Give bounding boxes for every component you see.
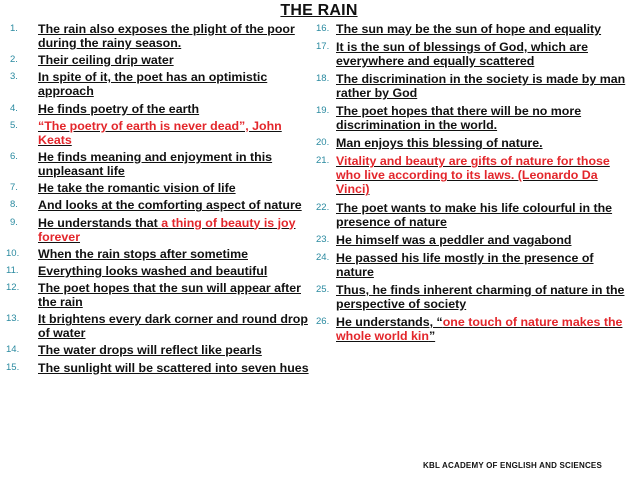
item-text <box>38 102 310 116</box>
item-text <box>336 104 634 132</box>
list-item <box>6 198 310 212</box>
item-text-part: He himself was a peddler and vagabond <box>336 232 572 247</box>
item-text <box>336 283 634 311</box>
item-text-part: Everything looks washed and beautiful <box>38 263 268 278</box>
item-text-part: Thus, he finds inherent charming of nature in the perspective of society <box>336 282 625 311</box>
item-text <box>38 22 310 50</box>
item-number: 20. <box>316 137 330 149</box>
list-item <box>6 150 310 178</box>
item-text-part: The sun may be the sun of hope and equality <box>336 22 602 36</box>
item-text <box>336 136 634 150</box>
item-text <box>38 343 310 357</box>
item-number: 24. <box>316 251 330 263</box>
list-item <box>316 201 634 229</box>
item-number: 6. <box>10 150 18 162</box>
list-item <box>316 251 634 279</box>
item-number: 4. <box>10 102 18 114</box>
item-text <box>336 22 634 36</box>
list-item <box>6 247 310 261</box>
item-text <box>38 312 310 340</box>
item-text-part: The poet wants to make his life colourful in the presence of nature <box>336 200 613 229</box>
item-text <box>336 201 634 229</box>
item-text <box>38 247 310 261</box>
list-item <box>6 102 310 116</box>
item-text-part: He take the romantic vision of life <box>38 181 236 196</box>
list-item <box>316 315 634 343</box>
item-text-part: In spite of it, the poet has an optimistic approach <box>38 70 268 99</box>
item-text <box>38 119 310 147</box>
item-number: 21. <box>316 155 330 167</box>
item-text <box>38 181 310 195</box>
list-item <box>316 233 634 247</box>
item-number: 25. <box>316 283 330 295</box>
item-text <box>336 315 634 343</box>
list-item <box>6 343 310 357</box>
list-item <box>6 361 310 375</box>
item-number: 5. <box>10 119 18 131</box>
quote-highlight: Vitality and beauty are gifts of nature for those who live according to its laws. (Leonardo Da Vinci) <box>336 154 610 197</box>
item-number: 10. <box>6 247 20 259</box>
item-text-part: The rain also exposes the plight of the poor during the rainy season. <box>38 22 295 50</box>
item-text-part: The discrimination in the society is made by man rather by God <box>336 72 626 101</box>
item-number: 26. <box>316 315 330 327</box>
item-number: 11. <box>6 264 19 276</box>
item-text-part: Their ceiling drip water <box>38 53 174 68</box>
list-item <box>6 181 310 195</box>
item-text <box>336 72 634 100</box>
item-text-part: He finds meaning and enjoyment in this unpleasant life <box>38 149 273 178</box>
list-item <box>6 312 310 340</box>
item-number: 18. <box>316 73 330 85</box>
list-item <box>316 22 634 36</box>
list-item <box>6 281 310 309</box>
item-number: 14. <box>6 344 20 356</box>
item-number: 3. <box>10 71 18 83</box>
item-text-part: He understands, “ <box>336 314 443 329</box>
item-text-part: The sunlight will be scattered into seven hues <box>38 360 309 375</box>
item-text-part: It brightens every dark corner and round drop of water <box>38 312 308 341</box>
item-number: 7. <box>10 182 18 194</box>
list-item <box>6 119 310 147</box>
list-item <box>316 136 634 150</box>
item-text-part: ” <box>428 328 436 343</box>
item-number: 12. <box>6 282 20 294</box>
item-text-part: And looks at the comforting aspect of nature <box>38 198 302 213</box>
item-text <box>336 154 634 196</box>
item-number: 19. <box>316 105 330 117</box>
list-item <box>316 283 634 311</box>
item-text-part: He understands that <box>38 215 162 230</box>
item-text-part: It is the sun of blessings of God, which are everywhere and equally scattered <box>336 40 588 69</box>
item-text <box>38 264 310 278</box>
list-item <box>6 53 310 67</box>
item-text <box>38 361 310 375</box>
list-item <box>6 22 310 50</box>
list-item <box>316 72 634 100</box>
item-text-part: The water drops will reflect like pearls <box>38 343 262 358</box>
item-text-part: He finds poetry of the earth <box>38 101 200 116</box>
item-text <box>38 198 310 212</box>
item-number: 22. <box>316 201 330 213</box>
item-text <box>336 40 634 68</box>
item-number: 16. <box>316 23 330 34</box>
item-number: 9. <box>10 216 18 228</box>
item-text-part: Man enjoys this blessing of nature. <box>336 136 543 151</box>
item-text <box>38 70 310 98</box>
quote-highlight: one touch of nature makes the whole world kin <box>336 314 623 343</box>
list-item <box>6 70 310 98</box>
item-number: 23. <box>316 233 330 245</box>
item-number: 15. <box>6 361 20 373</box>
list-item <box>316 40 634 68</box>
item-text-part: The poet hopes that there will be no more discrimination in the world. <box>336 104 582 133</box>
item-number: 17. <box>316 41 330 53</box>
item-number: 1. <box>10 23 18 34</box>
item-text <box>336 233 634 247</box>
item-number: 2. <box>10 54 18 66</box>
item-text-part: The poet hopes that the sun will appear after the rain <box>38 281 301 310</box>
item-text-part: When the rain stops after sometime <box>38 246 248 261</box>
list-item <box>6 216 310 244</box>
slide-title: THE RAIN <box>280 2 358 19</box>
item-text-part: He passed his life mostly in the presence of nature <box>336 250 594 279</box>
item-number: 8. <box>10 199 18 211</box>
item-text <box>38 53 310 67</box>
quote-highlight: a thing of beauty is joy forever <box>38 215 296 244</box>
left-column <box>6 22 310 378</box>
list-item <box>316 154 634 196</box>
list-item <box>6 264 310 278</box>
item-text <box>336 251 634 279</box>
right-column <box>316 22 634 347</box>
quote-highlight: “The poetry of earth is never dead”, John Keats <box>38 118 282 147</box>
list-item <box>316 104 634 132</box>
item-number: 13. <box>6 313 20 325</box>
item-text <box>38 150 310 178</box>
footer-institution: KBL ACADEMY OF ENGLISH AND SCIENCES <box>422 461 602 470</box>
item-text <box>38 216 310 244</box>
item-text <box>38 281 310 309</box>
